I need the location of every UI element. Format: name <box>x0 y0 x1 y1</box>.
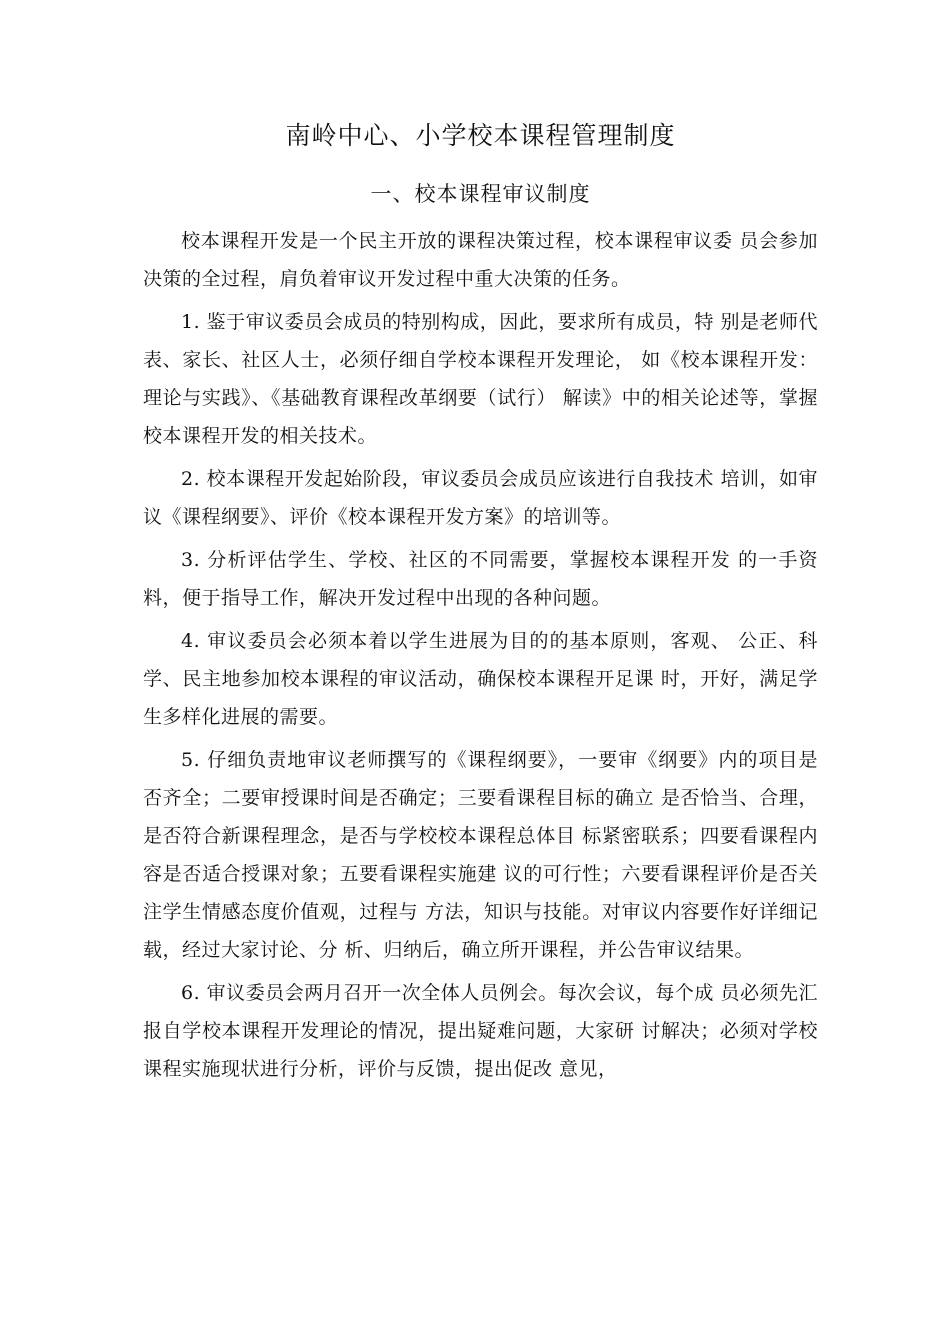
paragraph-item-1: 1. 鉴于审议委员会成员的特别构成，因此，要求所有成员，特 别是老师代表、家长、社区人士，必须仔细自学校本课程开发理论， 如《校本课程开发：理论与实践》、《基础教育课程改革纲要（试行） 解读》中的相关论述等，掌握校本课程开发的相关技术。 <box>143 311 818 447</box>
paragraph-item-4: 4. 审议委员会必须本着以学生进展为目的的基本原则，客观、 公正、科学、民主地参加校本课程的审议活动，确保校本课程开足课 时，开好，满足学生多样化进展的需要。 <box>143 630 818 728</box>
section-title: 一、校本课程审议制度 <box>370 182 591 206</box>
paragraph-item-3: 3. 分析评估学生、学校、社区的不同需要，掌握校本课程开发 的一手资料，便于指导工作，解决开发过程中出现的各种问题。 <box>143 549 818 609</box>
document-title: 南岭中心、小学校本课程管理制度 <box>285 121 676 150</box>
paragraph-item-2: 2. 校本课程开发起始阶段，审议委员会成员应该进行自我技术 培训，如审议《课程纲要》、评价《校本课程开发方案》的培训等。 <box>143 468 818 528</box>
paragraph-item-5: 5. 仔细负责地审议老师撰写的《课程纲要》，一要审《纲要》内的项目是否齐全；二要审授课时间是否确定；三要看课程目标的确立 是否恰当、合理，是否符合新课程理念，是否与学校校本课程总体目 标紧密联系；四要看课程内容是否适合授课对象；五要看课程实施建 议的可行性；六要看课程评价是否关注学生情感态度价值观，过程与 方法，知识与技能。对审议内容要作好详细记载，经过大家讨论、分 析、归纳后，确立所开课程，并公告审议结果。 <box>143 749 818 961</box>
paragraph-item-6: 6. 审议委员会两月召开一次全体人员例会。每次会议，每个成 员必须先汇报自学校本课程开发理论的情况，提出疑难问题，大家研 讨解决；必须对学校课程实施现状进行分析，评价与反馈，提出促改 意见， <box>143 982 818 1080</box>
paragraph-intro: 校本课程开发是一个民主开放的课程决策过程，校本课程审议委 员会参加决策的全过程，肩负着审议开发过程中重大决策的任务。 <box>143 230 818 290</box>
